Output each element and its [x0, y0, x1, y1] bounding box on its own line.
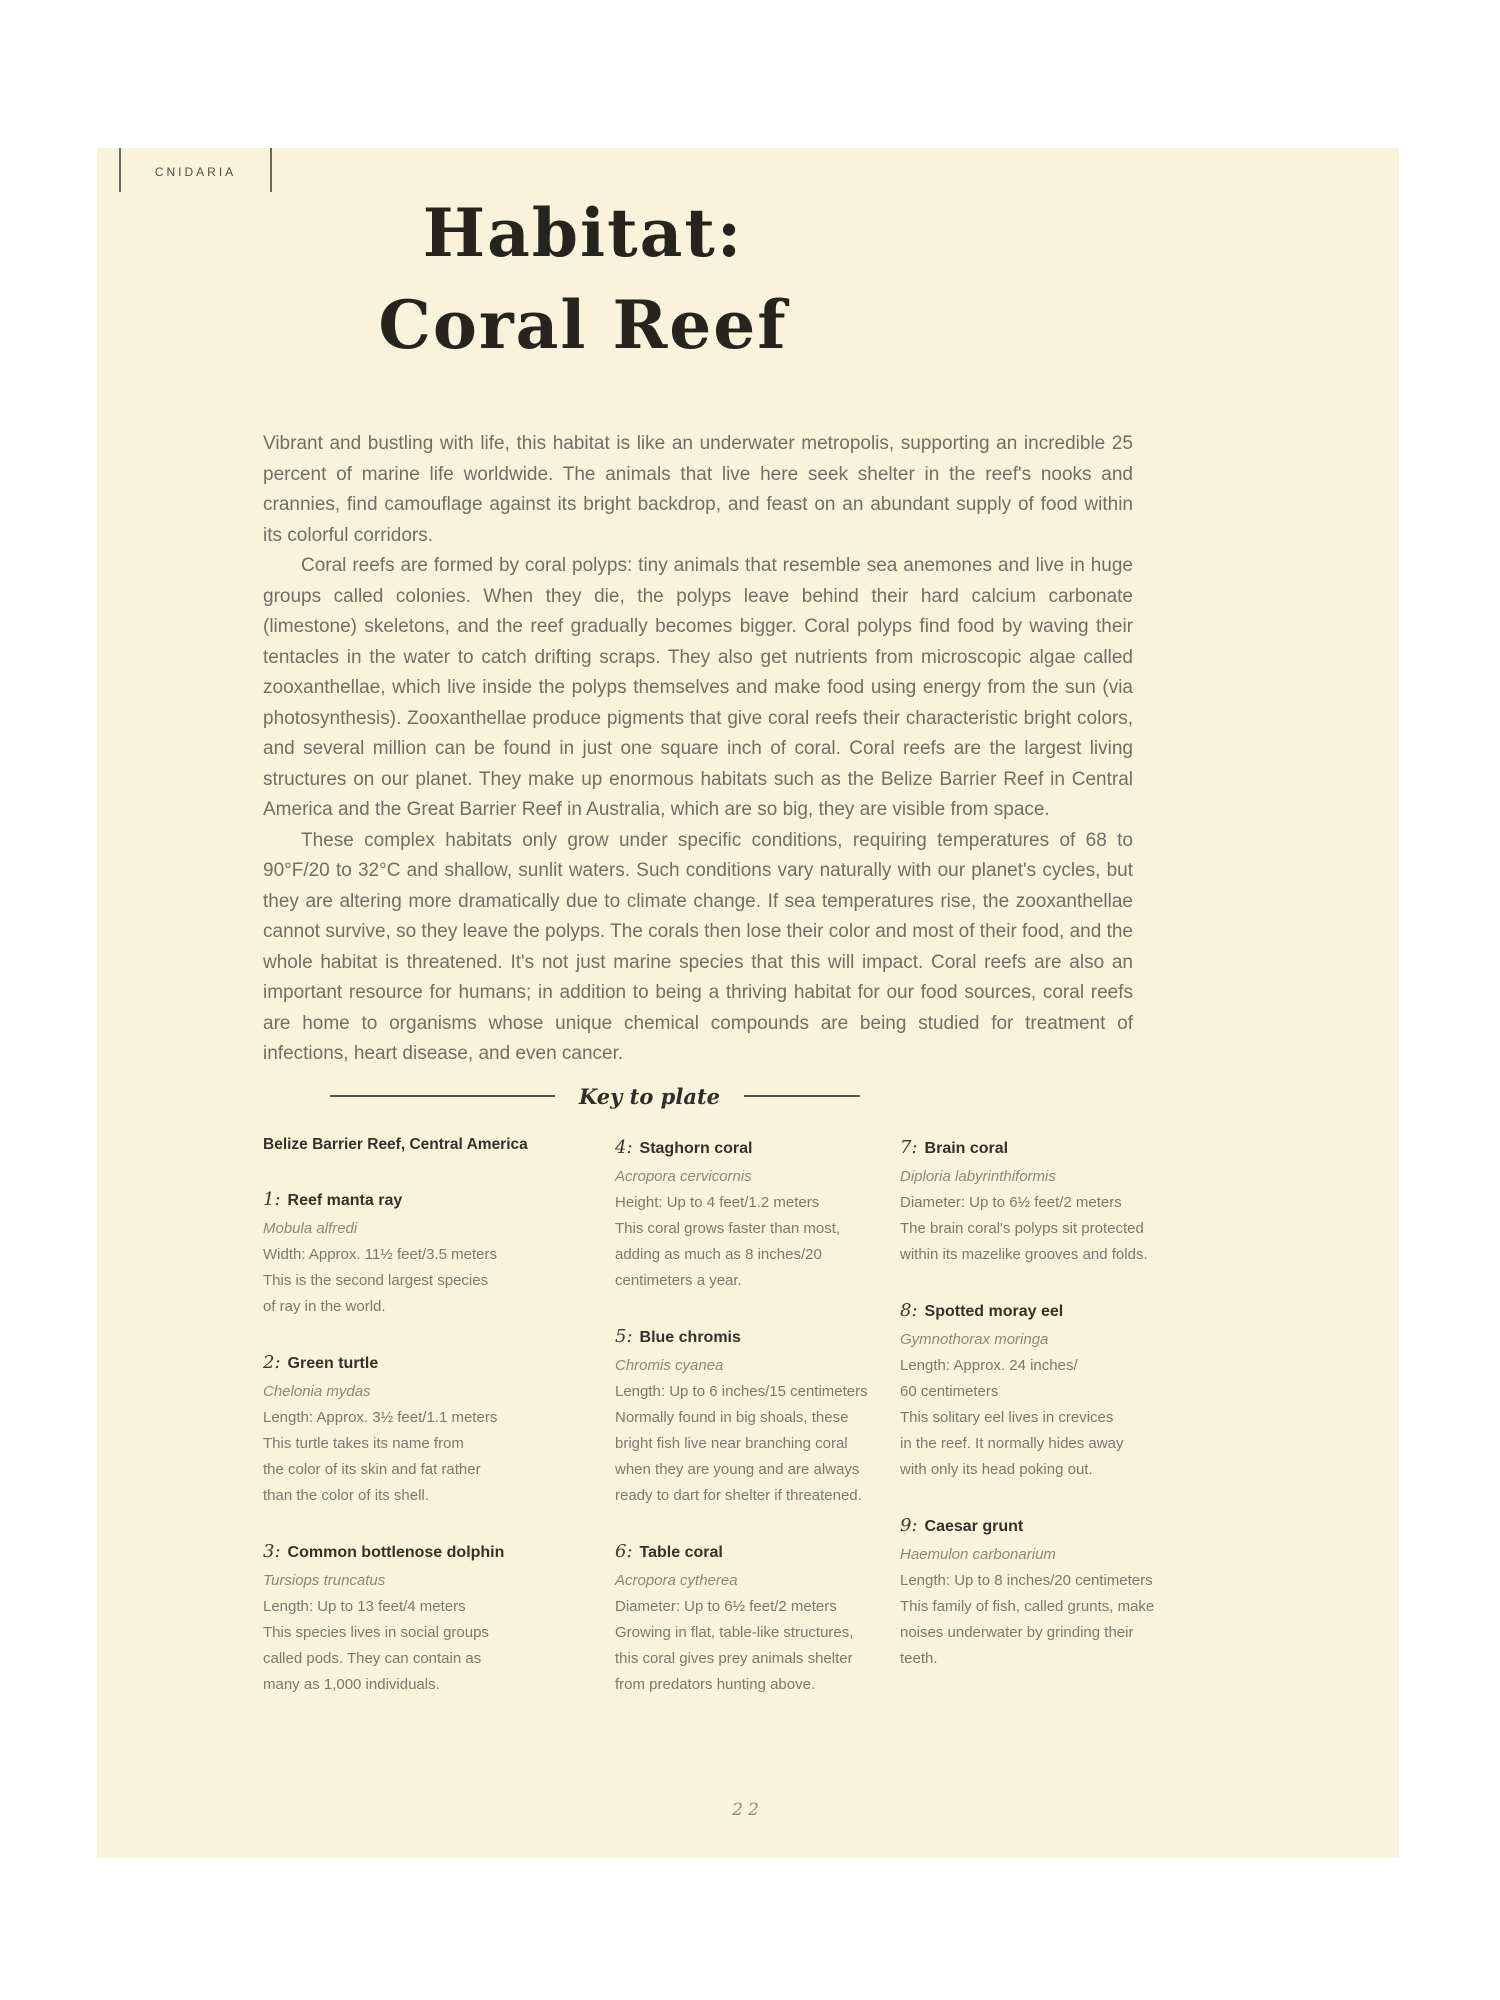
key-item-scientific-name: Chelonia mydas — [263, 1382, 371, 1400]
key-item-line: Diameter: Up to 6½ feet/2 meters — [900, 1193, 1122, 1211]
key-item-name: Caesar grunt — [924, 1517, 1024, 1535]
key-item-scientific-name: Acropora cervicornis — [615, 1167, 752, 1185]
key-item-line: the color of its skin and fat rather — [263, 1460, 481, 1478]
key-item-line: Normally found in big shoals, these — [615, 1408, 849, 1426]
key-item-line: Length: Up to 8 inches/20 centimeters — [900, 1571, 1153, 1589]
key-item-name: Reef manta ray — [287, 1191, 403, 1209]
divider-rule-right — [744, 1095, 860, 1097]
key-item-number: 9: — [900, 1514, 918, 1536]
key-item-name: Brain coral — [924, 1139, 1009, 1157]
key-item-line: This species lives in social groups — [263, 1623, 489, 1641]
key-item — [615, 1135, 880, 1294]
key-divider — [330, 1084, 860, 1109]
key-item-description — [615, 1190, 880, 1294]
key-item-line: Height: Up to 4 feet/1.2 meters — [615, 1193, 820, 1211]
key-item-line: This coral grows faster than most, — [615, 1219, 841, 1237]
key-item-line: in the reef. It normally hides away — [900, 1434, 1124, 1452]
key-item — [615, 1539, 880, 1698]
key-item-description — [900, 1190, 1193, 1268]
key-item-scientific-name: Diploria labyrinthiformis — [900, 1167, 1056, 1185]
key-item-line: This is the second largest species — [263, 1271, 489, 1289]
key-item-description — [263, 1405, 593, 1509]
key-item-number: 8: — [900, 1299, 918, 1321]
key-item-number: 1: — [263, 1188, 281, 1210]
key-item-number: 4: — [615, 1136, 633, 1158]
key-item-line: centimeters a year. — [615, 1271, 742, 1289]
key-location-label: Belize Barrier Reef, Central America — [263, 1135, 528, 1153]
key-item-line: The brain coral's polyps sit protected — [900, 1219, 1144, 1237]
section-label: CNIDARIA — [154, 165, 237, 179]
key-item-name: Staghorn coral — [639, 1139, 753, 1157]
key-item-number: 5: — [615, 1325, 633, 1347]
key-item-scientific-name: Gymnothorax moringa — [900, 1330, 1049, 1348]
paragraph: Coral reefs are formed by coral polyps: tiny animals that resemble sea anemones and live in huge groups called colonies. When they die, the polyps leave behind their hard calcium carbonate (limestone) skeletons, and the reef gradually becomes bigger. Coral polyps find food by waving their tentacles in the water to catch drifting scraps. They also get nutrients from microscopic algae called zooxanthellae, which live inside the polyps themselves and make food using energy from the sun (via photosynthesis). Zooxanthellae produce pigments that give coral reefs their characteristic bright colors, and several million can be found in just one square inch of coral. Coral reefs are the largest living structures on our planet. They make up enormous habitats such as the Belize Barrier Reef in Central America and the Great Barrier Reef in Australia, which are so big, they are visible from space. — [263, 555, 1133, 820]
key-item — [900, 1513, 1193, 1672]
key-item-line: ready to dart for shelter if threatened. — [615, 1486, 862, 1504]
key-item-title — [615, 1135, 880, 1162]
key-item-title — [263, 1350, 593, 1377]
key-item-number: 2: — [263, 1351, 281, 1373]
key-column-2 — [615, 1135, 880, 1728]
key-item — [615, 1324, 880, 1509]
key-item-title — [900, 1135, 1193, 1162]
key-item-scientific-name: Mobula alfredi — [263, 1219, 358, 1237]
key-item-line: many as 1,000 individuals. — [263, 1675, 440, 1693]
key-item-line: Width: Approx. 11½ feet/3.5 meters — [263, 1245, 498, 1263]
key-item-line: Length: Approx. 3½ feet/1.1 meters — [263, 1408, 498, 1426]
key-item-description — [615, 1379, 880, 1509]
paragraph: These complex habitats only grow under specific conditions, requiring temperatures of 68 to 90°F/20 to 32°C and shallow, sunlit waters. Such conditions vary naturally with our planet's cycles, but they are altering more dramatically due to climate change. If sea temperatures rise, the zooxanthellae cannot survive, so they leave the polyps. The corals then lose their color and most of their food, and the whole habitat is threatened. It's not just marine species that this will impact. Coral reefs are also an important resource for humans; in addition to being a thriving habitat for our food sources, coral reefs are home to organisms whose unique chemical compounds are being studied for treatment of infections, heart disease, and even cancer. — [263, 829, 1133, 1064]
key-item-description — [263, 1594, 593, 1698]
key-item-line: when they are young and are always — [615, 1460, 860, 1478]
key-item-description — [615, 1594, 880, 1698]
key-item — [263, 1187, 593, 1320]
body-text — [263, 429, 1133, 1070]
key-item-line: adding as much as 8 inches/20 — [615, 1245, 822, 1263]
divider-rule-left — [330, 1095, 555, 1097]
key-columns — [263, 1135, 1193, 1728]
key-item-number: 3: — [263, 1540, 281, 1562]
key-item-line: of ray in the world. — [263, 1297, 386, 1315]
key-item-line: This solitary eel lives in crevices — [900, 1408, 1114, 1426]
key-item-line: Length: Up to 13 feet/4 meters — [263, 1597, 466, 1615]
key-item-title — [900, 1298, 1193, 1325]
page-title-line-1: Habitat: — [422, 194, 744, 272]
key-item-line: within its mazelike grooves and folds. — [900, 1245, 1148, 1263]
key-column-3 — [900, 1135, 1193, 1728]
key-item-line: Length: Up to 6 inches/15 centimeters — [615, 1382, 868, 1400]
key-item — [900, 1298, 1193, 1483]
key-item — [263, 1539, 593, 1698]
key-item-line: bright fish live near branching coral — [615, 1434, 848, 1452]
key-item-name: Blue chromis — [639, 1328, 741, 1346]
key-item-name: Table coral — [639, 1543, 723, 1561]
page-content — [263, 187, 1193, 1728]
key-item-description — [900, 1353, 1193, 1483]
key-item-line: This turtle takes its name from — [263, 1434, 464, 1452]
key-item-title — [263, 1539, 593, 1566]
book-page — [97, 148, 1399, 1858]
key-item-line: Growing in flat, table-like structures, — [615, 1623, 854, 1641]
key-item-line: called pods. They can contain as — [263, 1649, 482, 1667]
key-item-line: This family of fish, called grunts, make — [900, 1597, 1155, 1615]
key-item-number: 7: — [900, 1136, 918, 1158]
key-item — [263, 1350, 593, 1509]
key-item-line: with only its head poking out. — [900, 1460, 1093, 1478]
key-heading: Key to plate — [579, 1083, 721, 1109]
key-item-title — [900, 1513, 1193, 1540]
key-item-scientific-name: Chromis cyanea — [615, 1356, 724, 1374]
key-item-line: from predators hunting above. — [615, 1675, 816, 1693]
key-item-description — [263, 1242, 593, 1320]
key-item-name: Common bottlenose dolphin — [287, 1543, 505, 1561]
key-item-title — [615, 1324, 880, 1351]
key-item-line: 60 centimeters — [900, 1382, 999, 1400]
key-item — [900, 1135, 1193, 1268]
key-column-1 — [263, 1135, 593, 1728]
key-item-scientific-name: Tursiops truncatus — [263, 1571, 386, 1589]
key-item-title — [263, 1187, 593, 1214]
page-title-line-2: Coral Reef — [378, 286, 788, 364]
key-item-line: teeth. — [900, 1649, 938, 1667]
key-item-line: Diameter: Up to 6½ feet/2 meters — [615, 1597, 837, 1615]
key-item-line: than the color of its shell. — [263, 1486, 429, 1504]
key-item-number: 6: — [615, 1540, 633, 1562]
key-item-name: Green turtle — [287, 1354, 379, 1372]
key-item-scientific-name: Haemulon carbonarium — [900, 1545, 1056, 1563]
key-item-description — [900, 1568, 1193, 1672]
page-number: 22 — [732, 1800, 764, 1820]
key-item-line: this coral gives prey animals shelter — [615, 1649, 853, 1667]
key-item-line: Length: Approx. 24 inches/ — [900, 1356, 1078, 1374]
key-item-title — [615, 1539, 880, 1566]
paragraph: Vibrant and bustling with life, this habitat is like an underwater metropolis, supporting an incredible 25 percent of marine life worldwide. The animals that live here seek shelter in the reef's nooks and crannies, find camouflage against its bright backdrop, and feast on an abundant supply of food within its colorful corridors. — [263, 433, 1133, 546]
key-item-name: Spotted moray eel — [924, 1302, 1064, 1320]
key-item-line: noises underwater by grinding their — [900, 1623, 1134, 1641]
key-item-scientific-name: Acropora cytherea — [615, 1571, 738, 1589]
page-title — [263, 187, 903, 371]
